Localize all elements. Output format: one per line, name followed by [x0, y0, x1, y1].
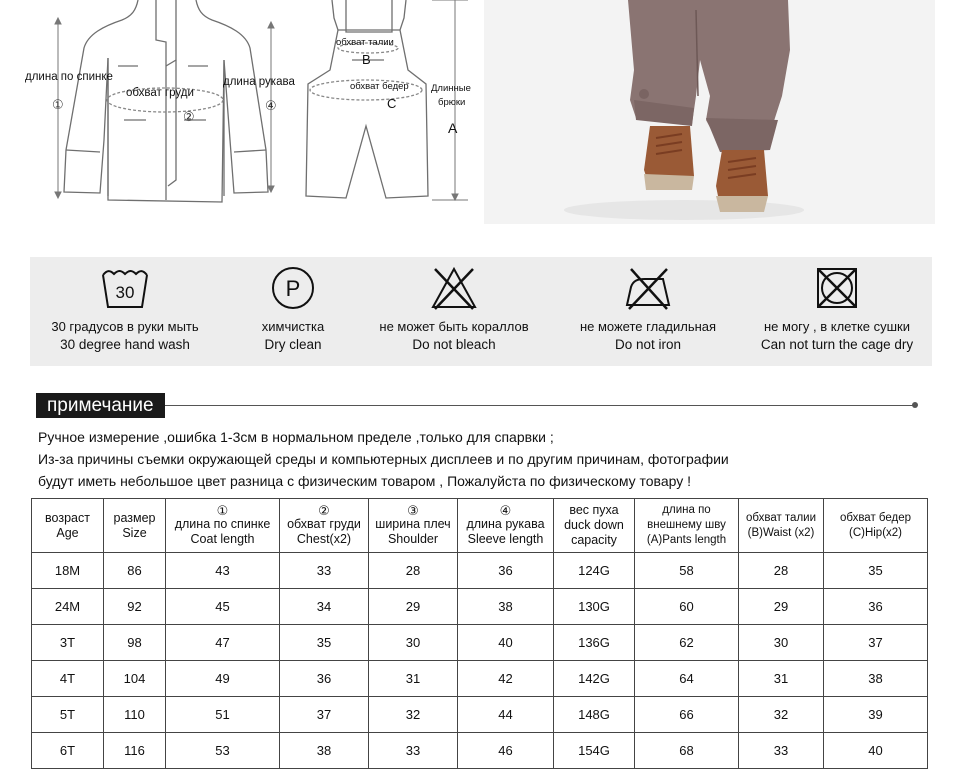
table-row	[32, 625, 928, 661]
cell-waist: 30	[739, 625, 824, 661]
pants-length-label-1: Длинные	[431, 83, 471, 94]
cell-coat-length: 45	[166, 589, 280, 625]
cell-waist: 31	[739, 661, 824, 697]
header-coat-length	[166, 499, 280, 553]
cell-chest: 35	[280, 625, 369, 661]
do-not-iron-icon	[623, 265, 673, 311]
hand-wash-temp: 30	[115, 283, 135, 302]
header-waist	[739, 499, 824, 553]
cell-down-capacity: 130G	[554, 589, 635, 625]
header-en-2: capacity	[571, 533, 617, 547]
header-ru: обхват бедер	[839, 511, 912, 524]
header-en: (C)Hip(x2)	[848, 526, 903, 539]
pants-length-letter: A	[448, 120, 458, 136]
cell-size: 110	[104, 697, 166, 733]
header-down-capacity	[554, 499, 635, 553]
note-title: примечание	[36, 393, 165, 418]
cell-age: 3T	[32, 625, 104, 661]
header-sleeve-length	[458, 499, 554, 553]
header-ru: возраст	[45, 510, 90, 525]
coat-marker-2: ②	[183, 109, 195, 124]
cell-down-capacity: 148G	[554, 697, 635, 733]
care-ru-label: не можете гладильная	[579, 319, 717, 334]
header-en: внешнему шву	[647, 519, 726, 531]
cell-hip: 38	[824, 661, 928, 697]
header-size	[104, 499, 166, 553]
header-ru: длина по спинке	[174, 517, 271, 531]
header-en-2: (A)Pants length	[646, 534, 727, 546]
table-row	[32, 589, 928, 625]
header-en: Chest(x2)	[296, 532, 352, 546]
cell-coat-length: 43	[166, 553, 280, 589]
size-chart-table	[31, 498, 928, 769]
cell-sleeve-length: 36	[458, 553, 554, 589]
header-marker: ③	[407, 503, 419, 518]
cell-coat-length: 51	[166, 697, 280, 733]
care-ru-label: 30 градусов в руки мыть	[51, 319, 199, 334]
header-ru: ширина плеч	[375, 517, 451, 531]
cell-pants-length: 64	[635, 661, 739, 697]
note-line-1: Ручное измерение ,ошибка 1-3см в нормальном пределе ,только для спарвки ;	[38, 429, 554, 445]
header-ru: размер	[113, 510, 156, 525]
pants-waist-label: обхват талии	[336, 37, 394, 48]
care-item-hand-wash	[35, 257, 215, 366]
cell-down-capacity: 136G	[554, 625, 635, 661]
cell-coat-length: 53	[166, 733, 280, 769]
cell-size: 116	[104, 733, 166, 769]
care-en-label: Do not iron	[614, 337, 682, 352]
header-marker: ②	[318, 503, 330, 518]
care-en-label: Can not turn the cage dry	[760, 337, 914, 352]
header-en: duck down	[564, 518, 624, 532]
pants-length-label-2: брюки	[438, 97, 466, 108]
note-divider-dot	[912, 402, 918, 408]
cell-age: 24M	[32, 589, 104, 625]
cell-age: 18M	[32, 553, 104, 589]
cell-waist: 32	[739, 697, 824, 733]
cell-pants-length: 62	[635, 625, 739, 661]
dry-clean-letter: P	[285, 276, 301, 301]
header-ru: обхват талии	[745, 511, 817, 524]
cell-shoulder: 31	[369, 661, 458, 697]
cell-chest: 33	[280, 553, 369, 589]
cell-shoulder: 29	[369, 589, 458, 625]
cell-pants-length: 58	[635, 553, 739, 589]
cell-down-capacity: 124G	[554, 553, 635, 589]
pants-waist-letter: B	[362, 52, 371, 67]
cell-down-capacity: 154G	[554, 733, 635, 769]
header-en: Shoulder	[387, 532, 439, 546]
cell-pants-length: 66	[635, 697, 739, 733]
cell-coat-length: 47	[166, 625, 280, 661]
header-shoulder	[369, 499, 458, 553]
cell-sleeve-length: 46	[458, 733, 554, 769]
cell-down-capacity: 142G	[554, 661, 635, 697]
cell-hip: 37	[824, 625, 928, 661]
header-hip	[824, 499, 928, 553]
cell-shoulder: 30	[369, 625, 458, 661]
care-en-label: Dry clean	[264, 337, 322, 352]
coat-marker-4: ④	[265, 98, 277, 113]
dry-clean-p-icon	[268, 265, 318, 311]
cell-size: 86	[104, 553, 166, 589]
header-ru: обхват груди	[287, 517, 361, 531]
note-line-3: будут иметь небольшое цвет разница с физическим товаром , Пожалуйста по физическому товару !	[38, 473, 692, 489]
cell-age: 6T	[32, 733, 104, 769]
care-item-no-bleach	[364, 257, 544, 366]
hand-wash-30-icon	[100, 265, 150, 311]
cell-age: 4T	[32, 661, 104, 697]
cell-waist: 28	[739, 553, 824, 589]
cell-size: 98	[104, 625, 166, 661]
cell-pants-length: 60	[635, 589, 739, 625]
header-age	[32, 499, 104, 553]
note-divider	[38, 405, 916, 406]
table-row	[32, 697, 928, 733]
table-row	[32, 553, 928, 589]
header-en: Size	[122, 525, 147, 540]
table-row	[32, 661, 928, 697]
care-item-no-iron	[558, 257, 738, 366]
header-marker: ④	[499, 503, 512, 518]
coat-chest-label: обхват груди	[126, 87, 194, 99]
cell-age: 5T	[32, 697, 104, 733]
header-marker: ①	[216, 503, 229, 518]
coat-back-length-label: длина по спинке	[25, 71, 113, 83]
cell-chest: 38	[280, 733, 369, 769]
cell-hip: 35	[824, 553, 928, 589]
care-ru-label: химчистка	[261, 319, 325, 334]
care-ru-label: не может быть кораллов	[379, 319, 529, 334]
care-en-label: Do not bleach	[412, 337, 496, 352]
pants-hip-letter: C	[387, 96, 397, 111]
cell-hip: 40	[824, 733, 928, 769]
cell-coat-length: 49	[166, 661, 280, 697]
coat-sleeve-label: длина рукава	[223, 76, 295, 88]
header-chest	[280, 499, 369, 553]
header-en: Coat length	[190, 532, 255, 546]
care-en-label: 30 degree hand wash	[60, 337, 190, 352]
cell-shoulder: 32	[369, 697, 458, 733]
care-item-no-tumble-dry	[742, 257, 932, 366]
product-photo	[484, 0, 935, 224]
table-header-row	[32, 499, 928, 553]
table-row	[32, 733, 928, 769]
measurement-diagram	[0, 0, 480, 230]
cell-shoulder: 33	[369, 733, 458, 769]
coat-marker-1: ①	[52, 97, 64, 112]
cell-sleeve-length: 38	[458, 589, 554, 625]
cell-sleeve-length: 42	[458, 661, 554, 697]
cell-size: 104	[104, 661, 166, 697]
care-instructions-bar	[30, 257, 932, 366]
cell-size: 92	[104, 589, 166, 625]
garment-sketch	[0, 0, 480, 230]
cell-hip: 39	[824, 697, 928, 733]
cell-waist: 33	[739, 733, 824, 769]
cell-hip: 36	[824, 589, 928, 625]
header-en: Sleeve length	[467, 532, 544, 546]
pants-hip-label: обхват бедер	[350, 81, 409, 92]
header-ru: длина по	[662, 504, 711, 516]
cell-chest: 36	[280, 661, 369, 697]
header-en: Age	[56, 525, 79, 540]
care-ru-label: не могу , в клетке сушки	[763, 319, 910, 334]
cell-chest: 34	[280, 589, 369, 625]
cell-shoulder: 28	[369, 553, 458, 589]
care-item-dry-clean	[203, 257, 383, 366]
do-not-bleach-icon	[429, 265, 479, 311]
note-line-2: Из-за причины съемки окружающей среды и компьютерных дисплеев и по другим причинам, фотографии	[38, 451, 729, 467]
header-pants-length	[635, 499, 739, 553]
header-ru: вес пуха	[569, 503, 619, 517]
do-not-tumble-dry-icon	[812, 265, 862, 311]
cell-chest: 37	[280, 697, 369, 733]
header-ru: длина рукава	[466, 517, 545, 531]
cell-pants-length: 68	[635, 733, 739, 769]
cell-waist: 29	[739, 589, 824, 625]
header-en: (B)Waist (x2)	[747, 526, 815, 539]
cell-sleeve-length: 44	[458, 697, 554, 733]
cell-sleeve-length: 40	[458, 625, 554, 661]
